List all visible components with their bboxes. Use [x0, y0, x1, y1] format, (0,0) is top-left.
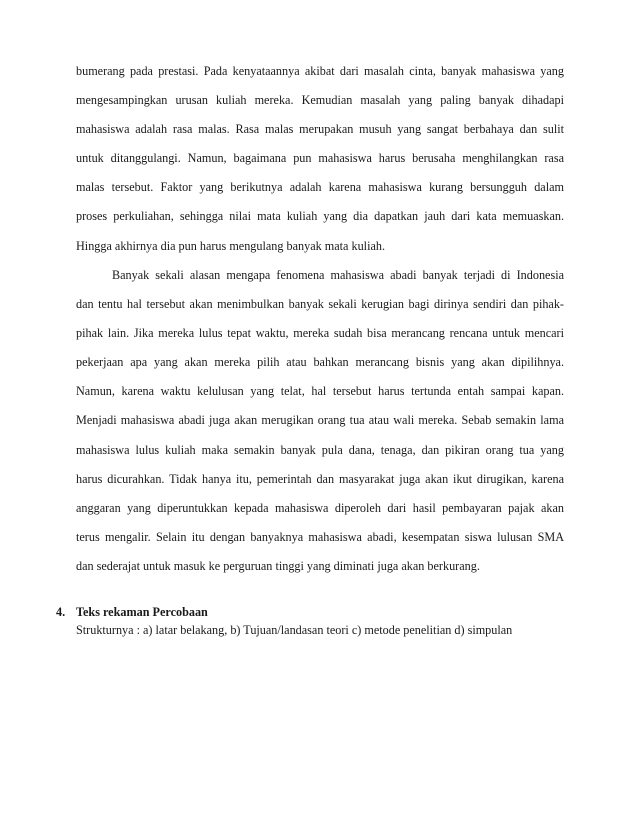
text-line: malas tersebut. Faktor yang berikutnya adalah karena mahasiswa kurang bersungguh dalam — [76, 180, 564, 195]
section-number: 4. — [56, 605, 66, 619]
text-line: bumerang pada prestasi. Pada kenyataannya akibat dari masalah cinta, banyak mahasiswa yang — [76, 64, 564, 78]
section-heading — [56, 605, 208, 620]
text-line: untuk ditanggulangi. Namun, bagaimana pun mahasiswa harus berusaha menghilangkan rasa — [76, 151, 564, 166]
text-line: dan sederajat untuk masuk ke perguruan tinggi yang diminati juga akan berkurang. — [76, 558, 480, 573]
text-line: Menjadi mahasiswa abadi juga akan merugikan orang tua atau wali mereka. Sebab semakin lama — [76, 413, 564, 428]
paragraph-1 — [76, 57, 564, 261]
text-line: dan tentu hal tersebut akan menimbulkan banyak sekali kerugian bagi dirinya sendiri dan pihak- — [76, 297, 564, 312]
text-line: anggaran yang diperuntukkan kepada mahasiswa diperoleh dari hasil pembayaran pajak akan — [76, 500, 564, 515]
text-line: pihak lain. Jika mereka lulus tepat waktu, mereka sudah bisa merancang rencana untuk mencari — [76, 326, 564, 341]
text-line: mengesampingkan urusan kuliah mereka. Kemudian masalah yang paling banyak dihadapi — [76, 93, 564, 108]
structure-line: Strukturnya : a) latar belakang, b) Tujuan/landasan teori c) metode penelitian d) simpulan — [76, 623, 513, 637]
section-title: Teks rekaman Percobaan — [76, 605, 208, 619]
paragraph-2 — [76, 261, 564, 581]
text-line: harus dicurahkan. Tidak hanya itu, pemerintah dan masyarakat juga akan ikut dirugikan, karena — [76, 471, 564, 486]
text-line: terus mengalir. Selain itu dengan banyaknya mahasiswa abadi, kesempatan siswa lulusan SMA — [76, 529, 564, 544]
text-line: Banyak sekali alasan mengapa fenomena mahasiswa abadi banyak terjadi di Indonesia — [112, 268, 564, 282]
text-line: mahasiswa lulus kuliah maka semakin banyak pula dana, tenaga, dan pikiran orang tua yang — [76, 442, 564, 457]
text-line: proses perkuliahan, sehingga nilai mata kuliah yang dia dapatkan jauh dari kata memuaskan. — [76, 209, 564, 224]
text-line: pekerjaan apa yang akan mereka pilih atau bahkan merancang bisnis yang akan dipilihnya. — [76, 355, 564, 370]
text-line: Namun, karena waktu kelulusan yang telat, hal tersebut harus tertunda entah sampai kapan. — [76, 384, 564, 399]
text-line: mahasiswa adalah rasa malas. Rasa malas merupakan musuh yang sangat berbahaya dan sulit — [76, 122, 564, 137]
text-line: Hingga akhirnya dia pun harus mengulang banyak mata kuliah. — [76, 238, 386, 253]
